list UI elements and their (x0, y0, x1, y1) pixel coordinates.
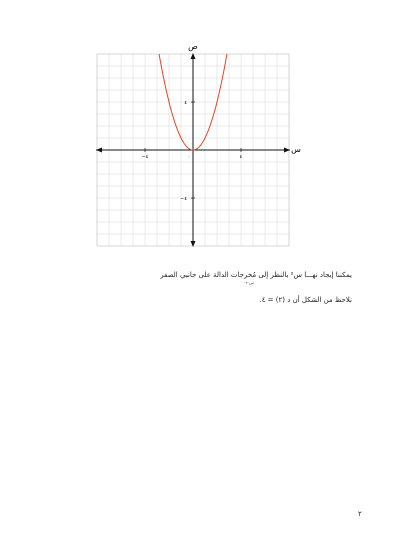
tick-label-x-neg: −٤ (141, 154, 149, 160)
x-axis-label: س (291, 145, 301, 154)
tick-label-origin: ٠ (187, 154, 191, 160)
tick-label-y-pos: ٤ (184, 100, 187, 106)
explanation-line-1 (160, 271, 352, 285)
tick-label-y-neg: −٤ (180, 196, 187, 202)
page-number: ٢ (358, 510, 362, 518)
y-axis-label: ص (188, 42, 198, 51)
explanation-line-2: نلاحظ من الشكل أن د (٢) = ٤. (259, 296, 352, 304)
tick-label-x-pos: ٤ (239, 154, 243, 160)
explanation-line-1-text: يمكننا إيجاد نهـــا س² بالنظر إلى مُخرجات الدالة على جانبي الصفر (160, 271, 352, 279)
limit-subscript: س←٠ (243, 280, 254, 285)
